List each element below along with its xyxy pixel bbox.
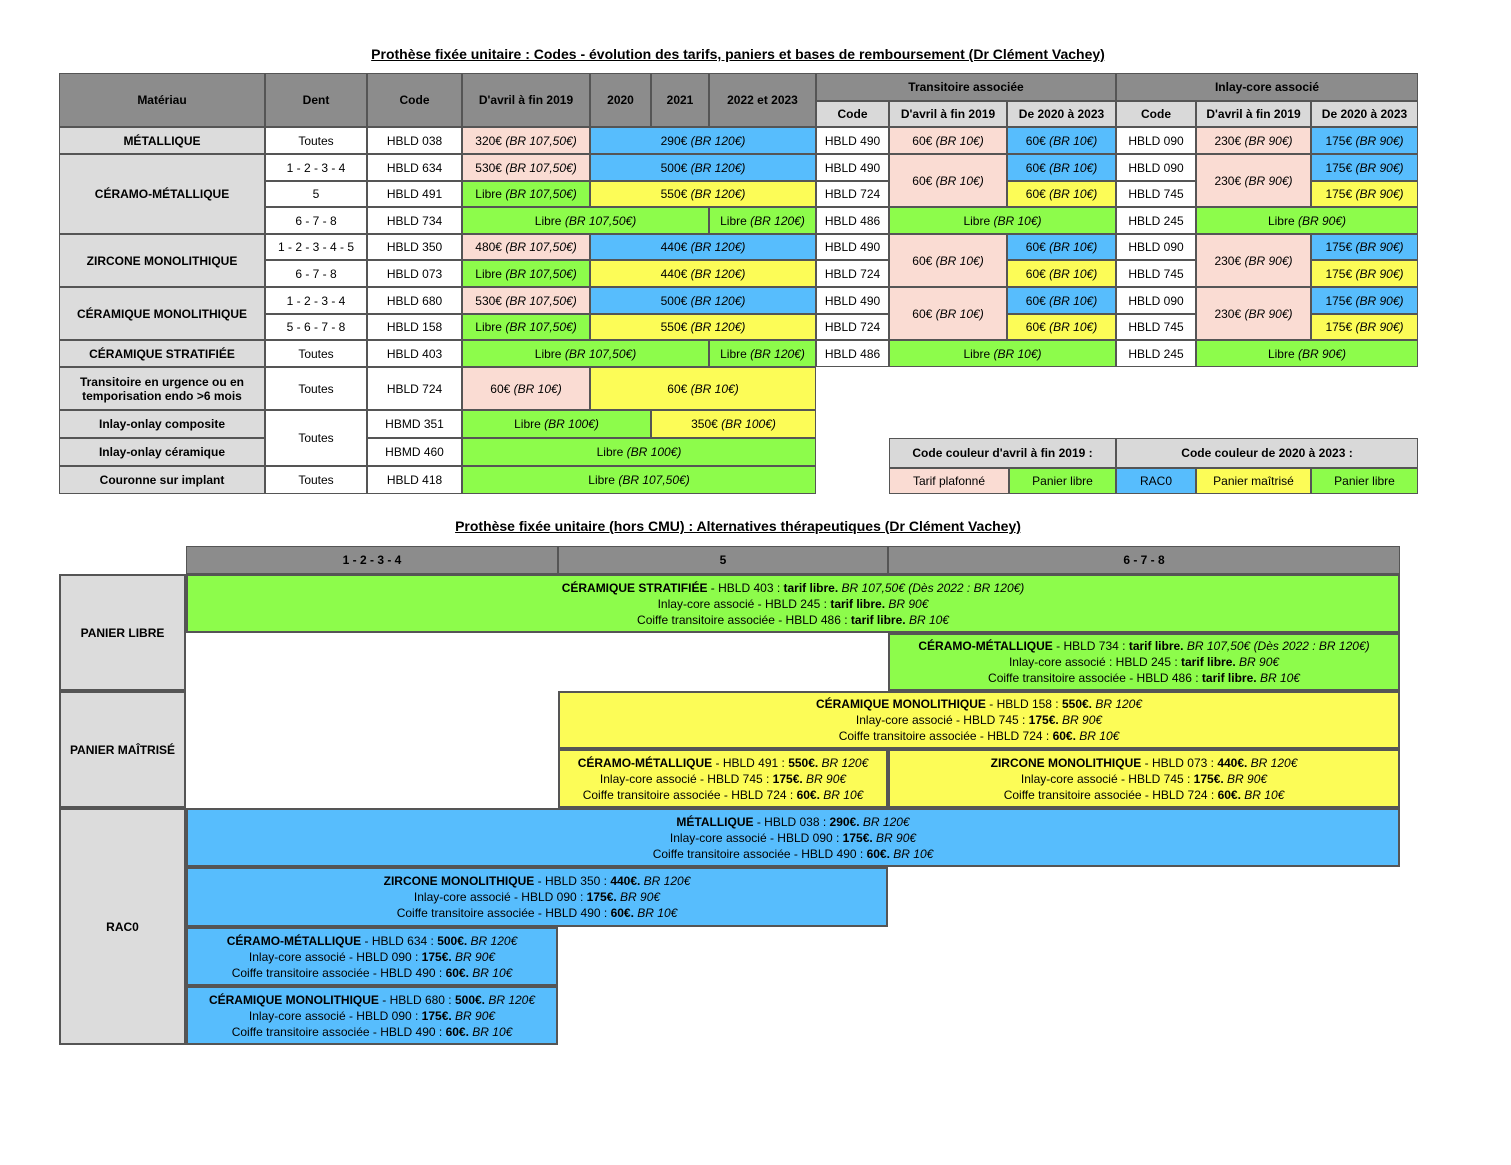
alt-ceramo-metallique-maitrise: CÉRAMO-MÉTALLIQUE - HBLD 491 : 550€. BR 120€ Inlay-core associé - HBLD 745 : 175€. BR 90€ Coiffe transitoire associée - HBLD 724 : 60€. BR 10€ [558, 749, 888, 808]
price-cell: Libre (BR 10€) [889, 340, 1116, 367]
code-cell: HBMD 351 [367, 410, 462, 438]
price-cell: 175€ (BR 90€) [1311, 314, 1418, 340]
header-2022: 2022 et 2023 [709, 73, 816, 127]
price-cell: Libre (BR 10€) [889, 207, 1116, 234]
material-zircone: ZIRCONE MONOLITHIQUE [59, 234, 265, 287]
code-cell: HBLD 090 [1116, 287, 1196, 314]
material-implant: Couronne sur implant [59, 466, 265, 494]
price-cell: Libre (BR 107,50€) [462, 207, 709, 234]
code-cell: HBLD 090 [1116, 234, 1196, 260]
price-cell: 290€ (BR 120€) [590, 127, 816, 154]
code-cell: HBMD 460 [367, 438, 462, 466]
col-header-5: 5 [558, 546, 888, 574]
section-title: Prothèse fixée unitaire (hors CMU) : Alternatives thérapeutiques (Dr Clément Vachey) [455, 518, 1021, 534]
price-cell: 500€ (BR 120€) [590, 154, 816, 181]
code-cell: HBLD 745 [1116, 260, 1196, 287]
price-cell: Libre (BR 107,50€) [462, 314, 590, 340]
dent-cell: 6 - 7 - 8 [265, 207, 367, 234]
row-header-panier-maitrise: PANIER MAÎTRISÉ [59, 691, 186, 808]
legend-header-2020: Code couleur de 2020 à 2023 : [1116, 438, 1418, 468]
legend-panier-libre: Panier libre [1009, 468, 1116, 494]
dent-cell: Toutes [265, 340, 367, 367]
price-cell: 480€ (BR 107,50€) [462, 234, 590, 260]
alt-zircone-maitrise: ZIRCONE MONOLITHIQUE - HBLD 073 : 440€. BR 120€ Inlay-core associé - HBLD 745 : 175€. BR 90€ Coiffe transitoire associée - HBLD 724 : 60€. BR 10€ [888, 749, 1400, 808]
price-cell: 60€ (BR 10€) [1007, 287, 1116, 314]
header-code: Code [367, 73, 462, 127]
code-cell: HBLD 418 [367, 466, 462, 494]
header-materiau: Matériau [59, 73, 265, 127]
material-transitoire: Transitoire en urgence ou en temporisation endo >6 mois [59, 367, 265, 410]
material-metallique: MÉTALLIQUE [59, 127, 265, 154]
price-cell: Libre (BR 107,50€) [462, 340, 709, 367]
material-stratifiee: CÉRAMIQUE STRATIFIÉE [59, 340, 265, 367]
code-cell: HBLD 680 [367, 287, 462, 314]
code-cell: HBLD 245 [1116, 340, 1196, 367]
price-cell: 530€ (BR 107,50€) [462, 154, 590, 181]
page-title: Prothèse fixée unitaire : Codes - évolution des tarifs, paniers et bases de remboursement (Dr Clément Vachey) [371, 46, 1105, 62]
code-cell: HBLD 038 [367, 127, 462, 154]
code-cell: HBLD 491 [367, 181, 462, 207]
dent-cell: 5 - 6 - 7 - 8 [265, 314, 367, 340]
price-cell: 60€ (BR 10€) [462, 367, 590, 410]
price-cell: 530€ (BR 107,50€) [462, 287, 590, 314]
alt-ceramo-metallique-rac0: CÉRAMO-MÉTALLIQUE - HBLD 634 : 500€. BR 120€ Inlay-core associé - HBLD 090 : 175€. BR 90€ Coiffe transitoire associée - HBLD 490 : 60€. BR 10€ [186, 927, 558, 986]
legend-panier-maitrise: Panier maîtrisé [1196, 468, 1311, 494]
code-cell: HBLD 724 [816, 260, 889, 287]
price-cell: Libre (BR 107,50€) [462, 260, 590, 287]
material-ceramique-monolithique: CÉRAMIQUE MONOLITHIQUE [59, 287, 265, 340]
price-cell: 60€ (BR 10€) [1007, 127, 1116, 154]
price-cell: Libre (BR 100€) [462, 410, 651, 438]
col-header-1234: 1 - 2 - 3 - 4 [186, 546, 558, 574]
code-cell: HBLD 490 [816, 234, 889, 260]
price-cell: 230€ (BR 90€) [1196, 127, 1311, 154]
subheader-code: Code [816, 101, 889, 127]
alt-ceramique-monolithique-maitrise: CÉRAMIQUE MONOLITHIQUE - HBLD 158 : 550€. BR 120€ Inlay-core associé - HBLD 745 : 175€. BR 90€ Coiffe transitoire associée - HBLD 724 : 60€. BR 10€ [558, 691, 1400, 749]
code-cell: HBLD 158 [367, 314, 462, 340]
price-cell: 60€ (BR 10€) [889, 154, 1007, 207]
header-transitoire: Transitoire associée [816, 73, 1116, 101]
price-cell: 320€ (BR 107,50€) [462, 127, 590, 154]
row-header-panier-libre: PANIER LIBRE [59, 574, 186, 691]
header-2021: 2021 [651, 73, 709, 127]
price-cell: 550€ (BR 120€) [590, 181, 816, 207]
code-cell: HBLD 350 [367, 234, 462, 260]
price-cell: 60€ (BR 10€) [1007, 234, 1116, 260]
price-cell: 60€ (BR 10€) [1007, 154, 1116, 181]
price-cell: 440€ (BR 120€) [590, 234, 816, 260]
alt-zircone-rac0: ZIRCONE MONOLITHIQUE - HBLD 350 : 440€. BR 120€ Inlay-core associé - HBLD 090 : 175€. BR 90€ Coiffe transitoire associée - HBLD 490 : 60€. BR 10€ [186, 867, 888, 927]
price-cell: 230€ (BR 90€) [1196, 287, 1311, 340]
price-cell: 175€ (BR 90€) [1311, 260, 1418, 287]
alt-ceramique-stratifiee: CÉRAMIQUE STRATIFIÉE - HBLD 403 : tarif libre. BR 107,50€ (Dès 2022 : BR 120€) Inlay-core associé - HBLD 245 : tarif libre. BR 90€ Coiffe transitoire associée - HBLD 486 : tarif libre. BR 10€ [186, 574, 1400, 633]
price-cell: 60€ (BR 10€) [889, 127, 1007, 154]
code-cell: HBLD 724 [367, 367, 462, 410]
material-inlay-composite: Inlay-onlay composite [59, 410, 265, 438]
price-cell: Libre (BR 100€) [462, 438, 816, 466]
price-cell: 350€ (BR 100€) [651, 410, 816, 438]
header-dent: Dent [265, 73, 367, 127]
code-cell: HBLD 073 [367, 260, 462, 287]
alt-ceramo-metallique-libre: CÉRAMO-MÉTALLIQUE - HBLD 734 : tarif libre. BR 107,50€ (Dès 2022 : BR 120€) Inlay-core associé : HBLD 245 : tarif libre. BR 90€ Coiffe transitoire associée - HBLD 486 : tarif libre. BR 10€ [888, 633, 1400, 691]
dent-cell: Toutes [265, 127, 367, 154]
dent-cell: 6 - 7 - 8 [265, 260, 367, 287]
alt-metallique-rac0: MÉTALLIQUE - HBLD 038 : 290€. BR 120€ Inlay-core associé - HBLD 090 : 175€. BR 90€ Coiffe transitoire associée - HBLD 490 : 60€. BR 10€ [186, 808, 1400, 867]
price-cell: 175€ (BR 90€) [1311, 181, 1418, 207]
legend-panier-libre: Panier libre [1311, 468, 1418, 494]
price-cell: 175€ (BR 90€) [1311, 127, 1418, 154]
price-cell: 175€ (BR 90€) [1311, 234, 1418, 260]
legend-header-2019: Code couleur d'avril à fin 2019 : [889, 438, 1116, 468]
dent-cell: Toutes [265, 367, 367, 410]
subheader-avril: D'avril à fin 2019 [1196, 101, 1311, 127]
code-cell: HBLD 724 [816, 181, 889, 207]
code-cell: HBLD 745 [1116, 314, 1196, 340]
price-cell: Libre (BR 107,50€) [462, 466, 816, 494]
code-cell: HBLD 403 [367, 340, 462, 367]
price-cell: 60€ (BR 10€) [1007, 260, 1116, 287]
code-cell: HBLD 734 [367, 207, 462, 234]
price-cell: 60€ (BR 10€) [1007, 181, 1116, 207]
price-cell: 175€ (BR 90€) [1311, 154, 1418, 181]
col-header-678: 6 - 7 - 8 [888, 546, 1400, 574]
dent-cell: 1 - 2 - 3 - 4 [265, 154, 367, 181]
price-cell: 175€ (BR 90€) [1311, 287, 1418, 314]
code-cell: HBLD 486 [816, 340, 889, 367]
price-cell: Libre (BR 120€) [709, 340, 816, 367]
code-cell: HBLD 745 [1116, 181, 1196, 207]
dent-cell: Toutes [265, 410, 367, 466]
price-cell: 550€ (BR 120€) [590, 314, 816, 340]
price-cell: Libre (BR 90€) [1196, 340, 1418, 367]
dent-cell: Toutes [265, 466, 367, 494]
code-cell: HBLD 490 [816, 127, 889, 154]
price-cell: 60€ (BR 10€) [590, 367, 816, 410]
legend-tarif-plafonne: Tarif plafonné [889, 468, 1009, 494]
price-cell: 60€ (BR 10€) [1007, 314, 1116, 340]
code-cell: HBLD 090 [1116, 127, 1196, 154]
price-cell: 500€ (BR 120€) [590, 287, 816, 314]
price-cell: 230€ (BR 90€) [1196, 154, 1311, 207]
code-cell: HBLD 486 [816, 207, 889, 234]
material-ceramo-metallique: CÉRAMO-MÉTALLIQUE [59, 154, 265, 234]
header-avril2019: D'avril à fin 2019 [462, 73, 590, 127]
dent-cell: 1 - 2 - 3 - 4 [265, 287, 367, 314]
legend-rac0: RAC0 [1116, 468, 1196, 494]
code-cell: HBLD 490 [816, 287, 889, 314]
code-cell: HBLD 724 [816, 314, 889, 340]
price-cell: 440€ (BR 120€) [590, 260, 816, 287]
code-cell: HBLD 245 [1116, 207, 1196, 234]
alt-ceramique-monolithique-rac0: CÉRAMIQUE MONOLITHIQUE - HBLD 680 : 500€. BR 120€ Inlay-core associé - HBLD 090 : 175€. BR 90€ Coiffe transitoire associée - HBLD 490 : 60€. BR 10€ [186, 986, 558, 1045]
header-inlaycore: Inlay-core associé [1116, 73, 1418, 101]
price-cell: Libre (BR 107,50€) [462, 181, 590, 207]
row-header-rac0: RAC0 [59, 808, 186, 1045]
price-cell: 230€ (BR 90€) [1196, 234, 1311, 287]
code-cell: HBLD 090 [1116, 154, 1196, 181]
header-2020: 2020 [590, 73, 651, 127]
material-inlay-ceramique: Inlay-onlay céramique [59, 438, 265, 466]
price-cell: 60€ (BR 10€) [889, 234, 1007, 287]
subheader-2020: De 2020 à 2023 [1007, 101, 1116, 127]
price-cell: Libre (BR 120€) [709, 207, 816, 234]
subheader-2020: De 2020 à 2023 [1311, 101, 1418, 127]
dent-cell: 5 [265, 181, 367, 207]
subheader-avril: D'avril à fin 2019 [889, 101, 1007, 127]
price-cell: 60€ (BR 10€) [889, 287, 1007, 340]
code-cell: HBLD 634 [367, 154, 462, 181]
code-cell: HBLD 490 [816, 154, 889, 181]
subheader-code: Code [1116, 101, 1196, 127]
price-cell: Libre (BR 90€) [1196, 207, 1418, 234]
dent-cell: 1 - 2 - 3 - 4 - 5 [265, 234, 367, 260]
